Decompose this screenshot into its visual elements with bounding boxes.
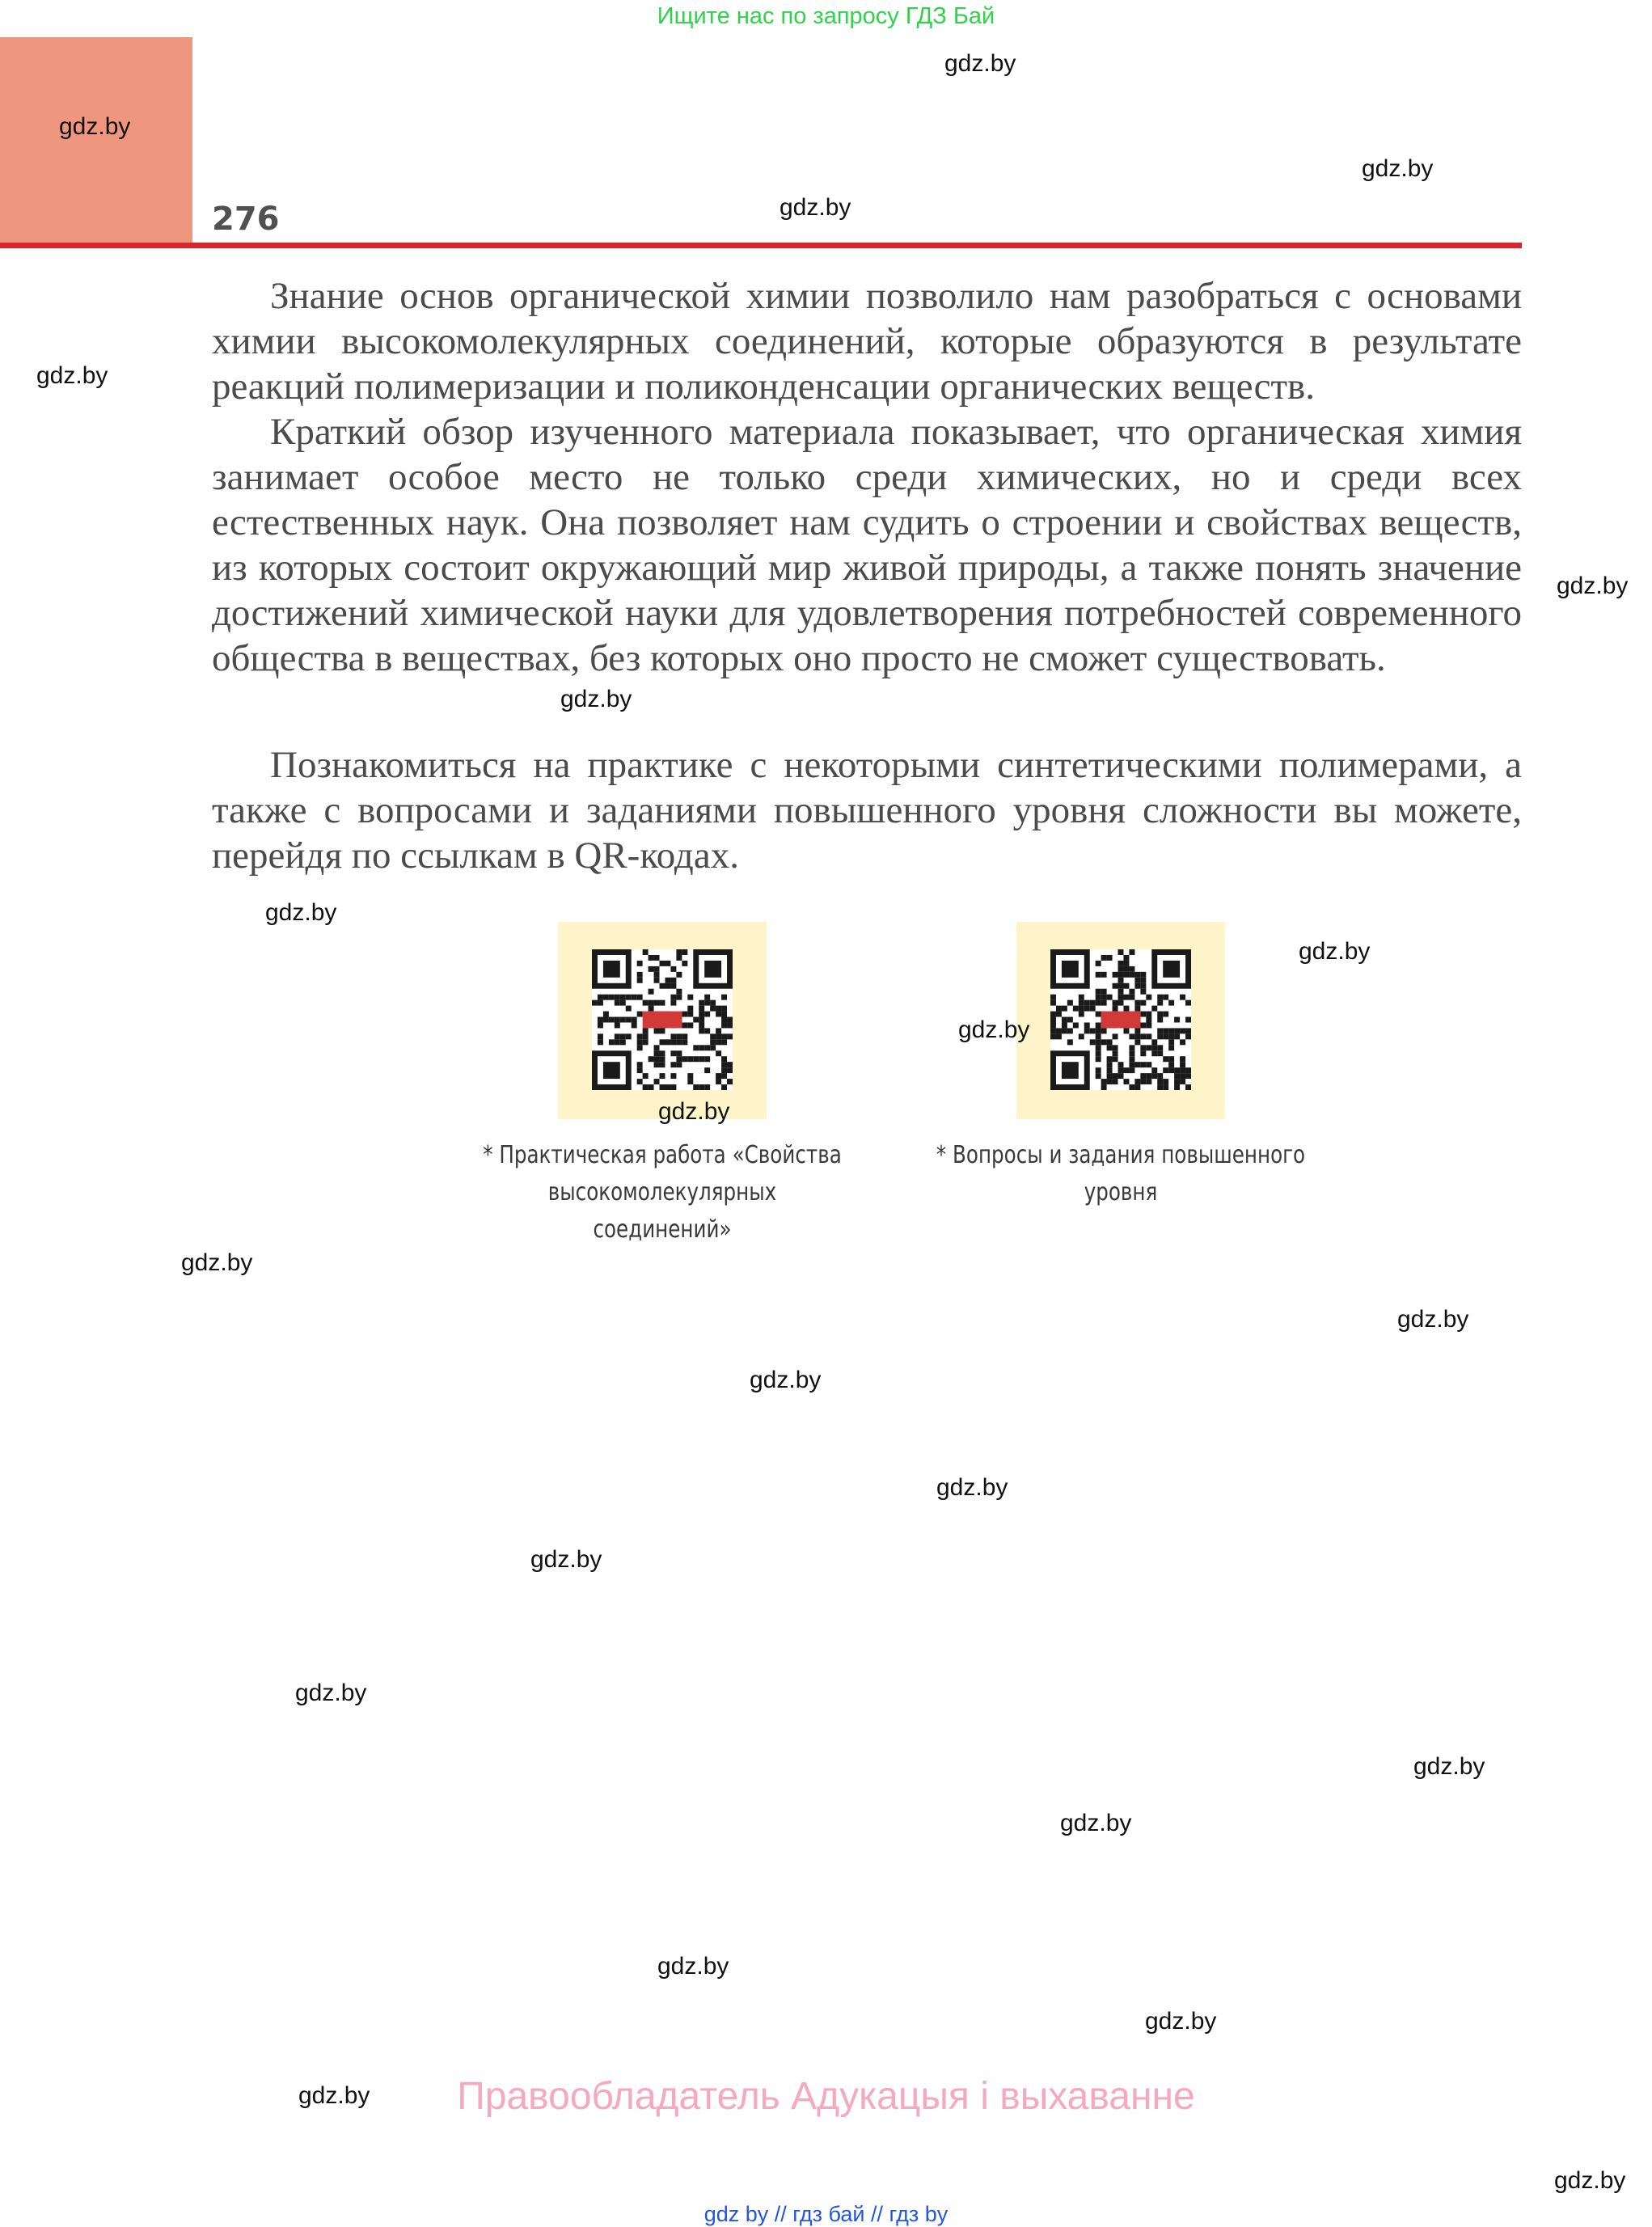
watermark: gdz.by bbox=[780, 194, 851, 221]
page-number: 276 bbox=[212, 201, 280, 238]
qr-caption-practical-work: * Практическая работа «Свойства высокомолекулярных соединений» bbox=[483, 1141, 842, 1244]
qr-code-advanced-questions[interactable] bbox=[1016, 922, 1225, 1119]
watermark: gdz.by bbox=[958, 1016, 1030, 1043]
corner-color-block bbox=[0, 37, 192, 246]
watermark: gdz.by bbox=[1554, 2167, 1626, 2194]
watermark: gdz.by bbox=[295, 1680, 367, 1706]
header-rule bbox=[0, 243, 1522, 248]
paragraph-2: Краткий обзор изученного материала показывает, что органическая химия занимает особое место не только среди химических, но и среди всех естественных наук. Она позволяет нам судить о строении и свойствах веществ, из которых состоит окружающий мир живой природы, а также понять значение достижений химической науки для удовлетворения потребностей современного общества в веществах, без которых оно просто не сможет существовать. bbox=[212, 411, 1522, 679]
watermark: gdz.by bbox=[657, 1953, 729, 1980]
watermark: gdz.by bbox=[560, 686, 632, 712]
watermark: gdz.by bbox=[1299, 938, 1371, 965]
watermark: gdz.by bbox=[750, 1367, 822, 1393]
watermark: gdz.by bbox=[658, 1098, 730, 1125]
qr-code-icon bbox=[1050, 949, 1191, 1090]
paragraph-1: Знание основ органической химии позволило нам разобраться с основами химии высокомолекулярных соединений, которые образуются в результате реакций полимеризации и поликонденсации органических веществ. bbox=[212, 275, 1522, 408]
watermark: gdz.by bbox=[530, 1546, 602, 1573]
watermark: gdz.by bbox=[936, 1474, 1008, 1501]
qr-code-icon bbox=[592, 949, 733, 1090]
rights-notice: Правообладатель Адукацыя і выхаванне bbox=[457, 2075, 1195, 2118]
watermark: gdz.by bbox=[1145, 2008, 1217, 2035]
watermark: gdz.by bbox=[944, 50, 1016, 77]
watermark: gdz.by bbox=[1397, 1306, 1469, 1333]
watermark: gdz.by bbox=[298, 2082, 370, 2109]
qr-caption-advanced-questions: * Вопросы и задания повышенного уровня bbox=[936, 1141, 1306, 1206]
watermark: gdz.by bbox=[181, 1249, 253, 1276]
qr-code-practical-work[interactable] bbox=[558, 922, 767, 1119]
watermark: gdz.by bbox=[265, 899, 337, 926]
watermark: gdz.by bbox=[1557, 573, 1629, 599]
watermark: gdz.by bbox=[36, 362, 108, 389]
watermark: gdz.by bbox=[1362, 155, 1434, 182]
watermark: gdz.by bbox=[59, 113, 131, 140]
bottom-links[interactable]: gdz by // гдз бай // гдз by bbox=[703, 2202, 949, 2226]
top-banner: Ищите нас по запросу ГДЗ Бай bbox=[657, 3, 995, 29]
watermark: gdz.by bbox=[1060, 1810, 1132, 1836]
watermark: gdz.by bbox=[1413, 1753, 1485, 1780]
paragraph-3: Познакомиться на практике с некоторыми синтетическими полимерами, а также с вопросами и заданиями повышенного уровня сложности вы можете, перейдя по ссылкам в QR-кодах. bbox=[212, 744, 1522, 877]
